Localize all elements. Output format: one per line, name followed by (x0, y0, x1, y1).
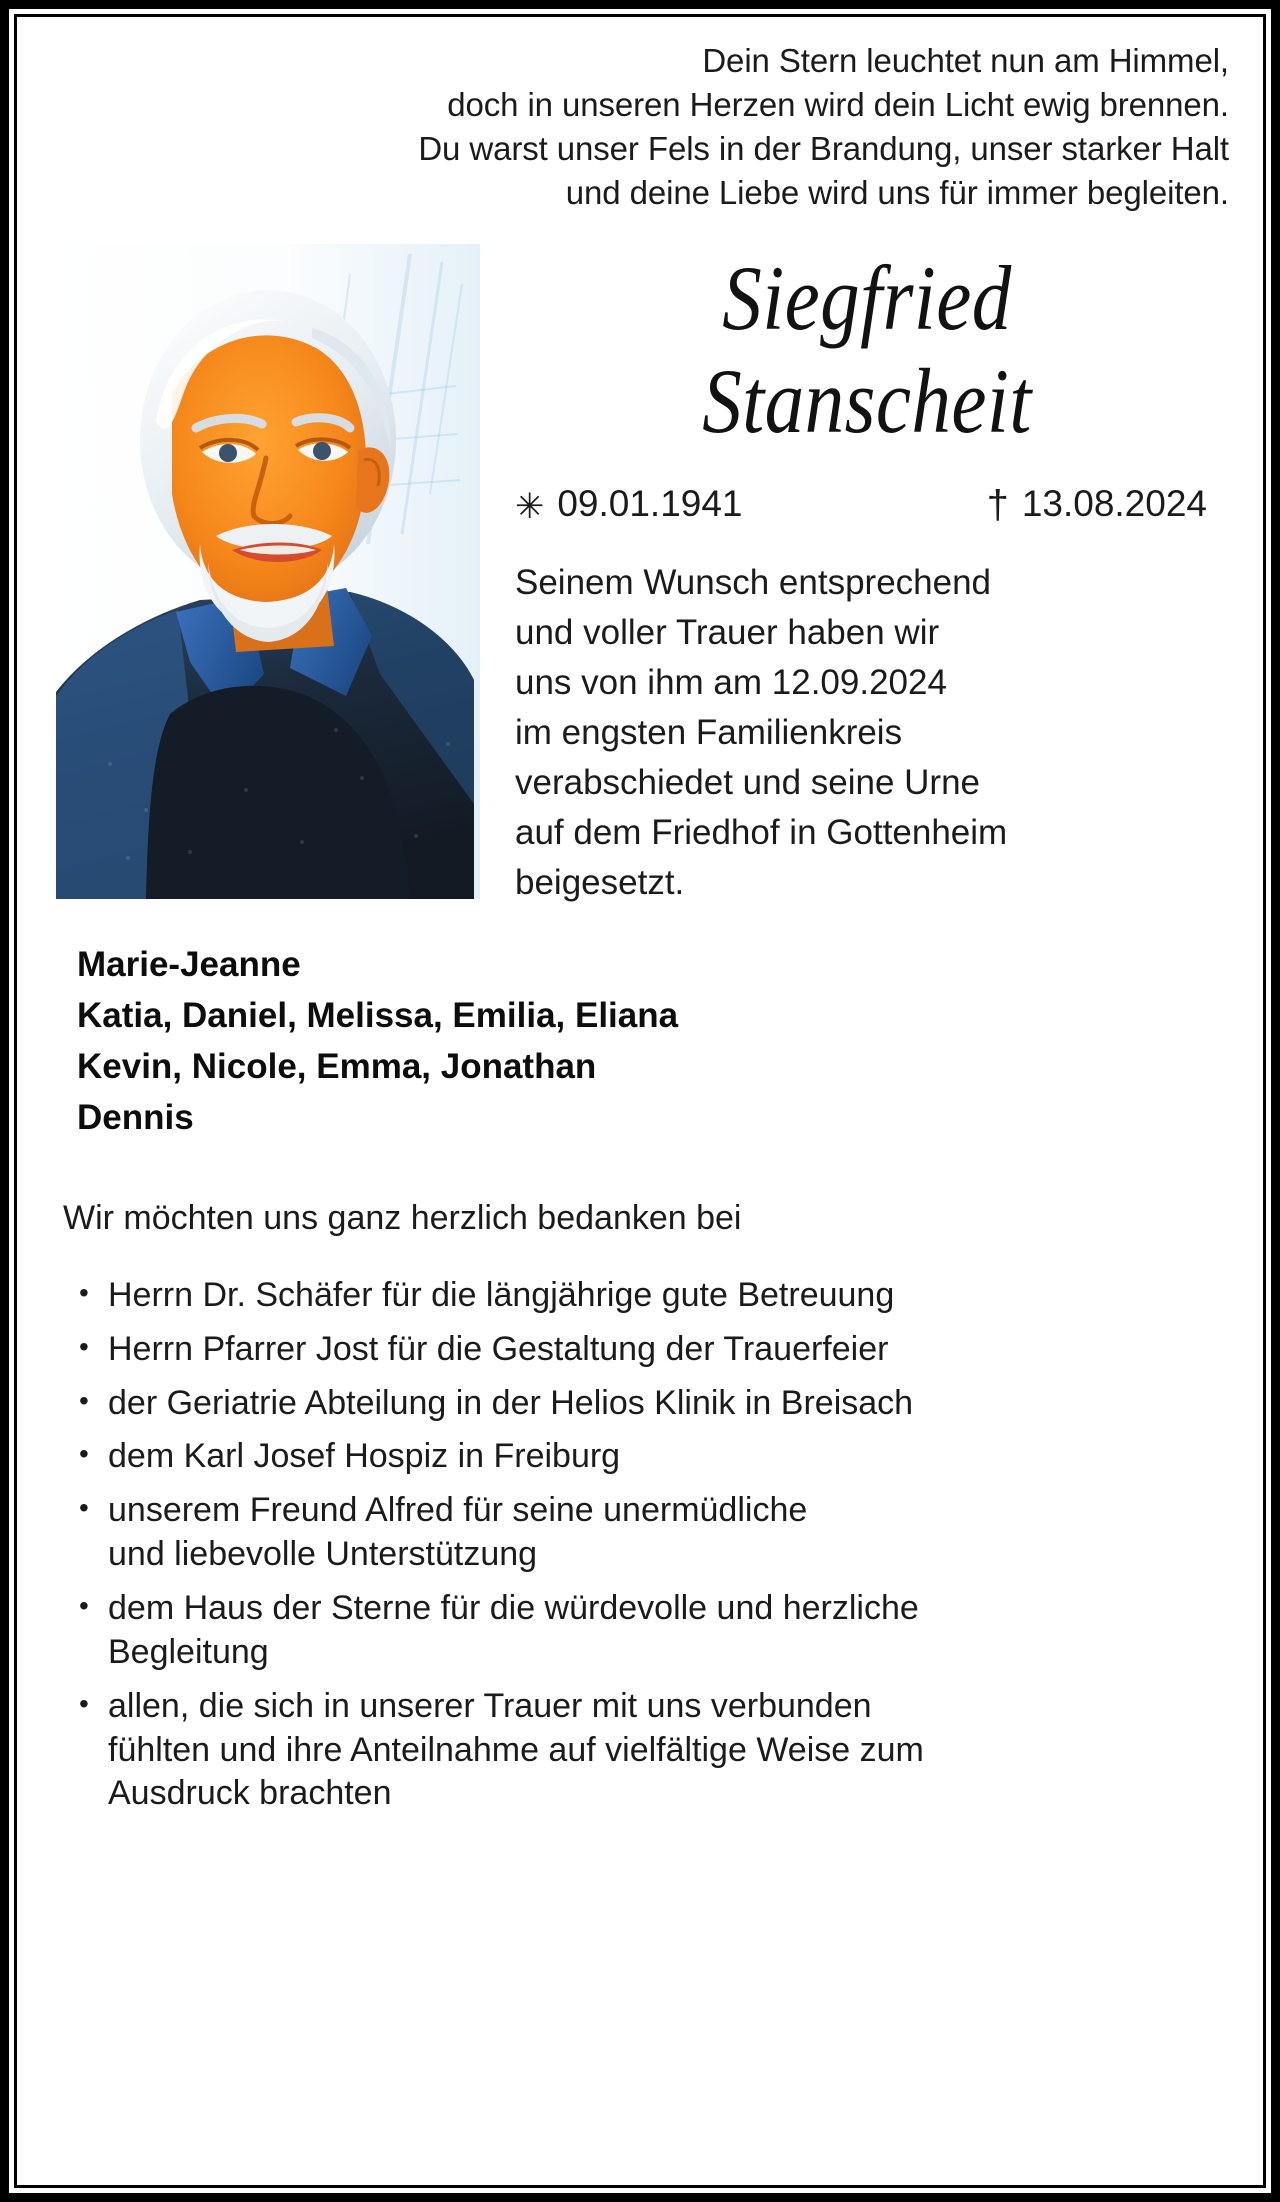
last-name: Stanscheit (702, 349, 1032, 452)
thanks-line: • allen, die sich in unserer Trauer mit uns verbunden (108, 1686, 872, 1725)
thanks-item (79, 1587, 1243, 1675)
thanks-line: Ausdruck brachten (108, 1774, 392, 1813)
thanks-line: • dem Haus der Sterne für die würdevolle und herzliche (108, 1589, 919, 1628)
thanks-item (79, 1489, 1243, 1577)
farewell-line: im engsten Familienkreis (515, 712, 903, 752)
farewell-line: und voller Trauer haben wir (515, 612, 940, 652)
thanks-line: • unserem Freund Alfred für seine unermüdliche (108, 1491, 808, 1530)
poem-line: Du warst unser Fels in der Brandung, unser starker Halt (418, 129, 1229, 167)
death-date-group (987, 483, 1207, 525)
survivor-line: Kevin, Nicole, Emma, Jonathan (77, 1046, 597, 1086)
farewell-line: beigesetzt. (515, 862, 685, 902)
farewell-line: uns von ihm am 12.09.2024 (515, 662, 947, 702)
hero-section (17, 241, 1263, 931)
thanks-line: • Herrn Pfarrer Jost für die Gestaltung der Trauerfeier (108, 1329, 889, 1368)
death-date: 13.08.2024 (1021, 482, 1207, 524)
thanks-item (79, 1435, 1243, 1479)
thanks-line: und liebevolle Unterstützung (108, 1535, 538, 1574)
thanks-line: Begleitung (108, 1632, 269, 1671)
portrait-illustration (50, 244, 480, 899)
poem-line: doch in unseren Herzen wird dein Licht ewig brennen. (447, 85, 1229, 123)
poem-line: und deine Liebe wird uns für immer begleiten. (565, 173, 1229, 211)
birth-date: 09.01.1941 (557, 482, 743, 524)
thanks-line: • dem Karl Josef Hospiz in Freiburg (108, 1437, 621, 1476)
thanks-intro: Wir möchten uns ganz herzlich bedanken bei (63, 1198, 742, 1237)
memorial-poem (17, 17, 1263, 215)
frame-outer-gap (9, 9, 1271, 2193)
thanks-item (79, 1328, 1243, 1372)
farewell-line: verabschiedet und seine Urne (515, 762, 981, 802)
farewell-line: auf dem Friedhof in Gottenheim (515, 812, 1008, 852)
thanks-line: • der Geriatrie Abteilung in der Helios Klinik in Breisach (108, 1383, 914, 1422)
thanks-line: • Herrn Dr. Schäfer für die längjährige gute Betreuung (108, 1275, 895, 1314)
survivor-line: Katia, Daniel, Melissa, Emilia, Eliana (77, 995, 679, 1035)
survivor-line: Marie-Jeanne (77, 944, 301, 984)
deceased-name (549, 241, 1185, 453)
thanks-item (79, 1685, 1243, 1817)
thanks-line: fühlten und ihre Anteilnahme auf vielfältige Weise zum (108, 1730, 924, 1769)
thanks-item (79, 1382, 1243, 1426)
birth-date-group (515, 483, 743, 525)
farewell-text (497, 558, 1237, 908)
survivors-list (17, 939, 1263, 1143)
name-and-details (497, 241, 1237, 908)
notice-content (17, 17, 1263, 2185)
survivor-line: Dennis (77, 1097, 194, 1137)
cross-icon: † (986, 482, 1009, 527)
star-icon: ✳ (515, 486, 545, 526)
first-name: Siegfried (722, 246, 1012, 349)
poem-line: Dein Stern leuchtet nun am Himmel, (702, 42, 1229, 79)
portrait-photo (50, 244, 480, 899)
thanks-list (17, 1274, 1263, 1816)
frame-inner-border (14, 14, 1266, 2188)
thanks-item (79, 1274, 1243, 1318)
farewell-line: Seinem Wunsch entsprechend (515, 562, 992, 602)
life-dates (497, 483, 1237, 525)
